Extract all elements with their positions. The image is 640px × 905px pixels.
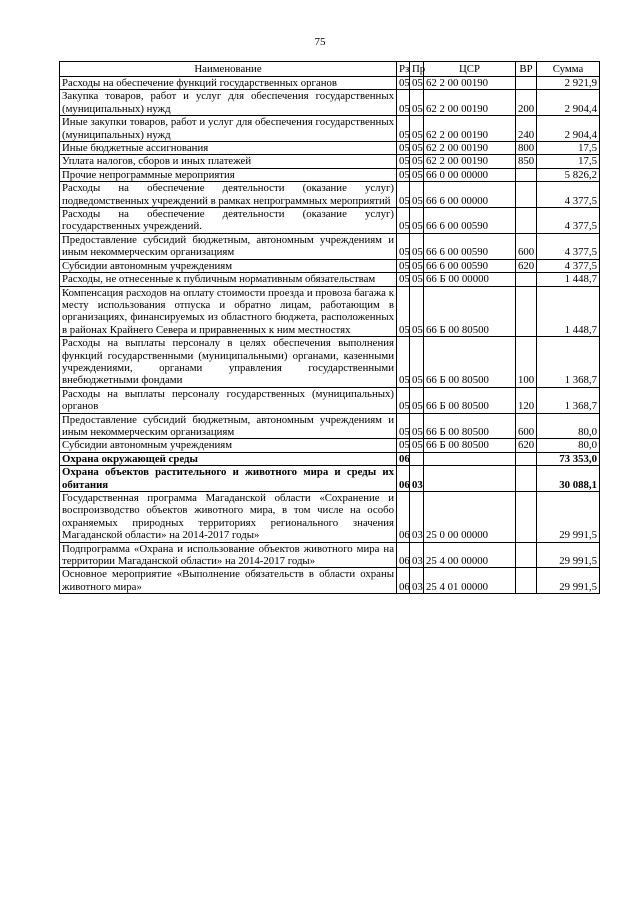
table-row <box>60 90 600 116</box>
cell-name: Предоставление субсидий бюджетным, автономным учреждениям и иным некоммерческим организациям <box>60 233 397 259</box>
cell-sum: 1 448,7 <box>537 286 600 337</box>
table-row <box>60 273 600 286</box>
cell-pr: 05 <box>410 439 424 452</box>
cell-vr <box>516 273 537 286</box>
header-name: Наименование <box>60 62 397 77</box>
cell-vr: 100 <box>516 337 537 388</box>
cell-pr: 05 <box>410 208 424 234</box>
cell-csr: 62 2 00 00190 <box>424 90 516 116</box>
cell-sum: 1 368,7 <box>537 337 600 388</box>
cell-name: Уплата налогов, сборов и иных платежей <box>60 155 397 168</box>
cell-sum: 29 991,5 <box>537 492 600 543</box>
cell-vr: 620 <box>516 439 537 452</box>
table-body <box>60 77 600 594</box>
cell-pr: 05 <box>410 90 424 116</box>
cell-csr: 66 6 00 00590 <box>424 208 516 234</box>
cell-rz: 05 <box>397 155 410 168</box>
table-row <box>60 568 600 594</box>
cell-sum: 29 991,5 <box>537 542 600 568</box>
cell-name: Расходы на обеспечение деятельности (оказание услуг) государственных учреждений. <box>60 208 397 234</box>
cell-rz: 05 <box>397 259 410 272</box>
cell-name: Субсидии автономным учреждениям <box>60 439 397 452</box>
cell-sum: 2 904,4 <box>537 90 600 116</box>
cell-vr <box>516 568 537 594</box>
cell-rz: 05 <box>397 387 410 413</box>
cell-pr: 03 <box>410 568 424 594</box>
cell-vr: 850 <box>516 155 537 168</box>
table-row <box>60 233 600 259</box>
cell-rz: 05 <box>397 168 410 181</box>
cell-name: Государственная программа Магаданской области «Сохранение и воспроизводство объектов животного мира, в том числе на особо охраняемых природных территориях регионального значения Магаданской области» на 2014-2017 годы» <box>60 492 397 543</box>
cell-csr: 66 6 00 00590 <box>424 259 516 272</box>
cell-rz: 06 <box>397 568 410 594</box>
cell-pr: 05 <box>410 286 424 337</box>
cell-name: Расходы на выплаты персоналу в целях обеспечения выполнения функций государственными (муниципальными) органами, казенными учреждениями, органами управления государственными внебюджетными фондами <box>60 337 397 388</box>
cell-pr: 05 <box>410 387 424 413</box>
cell-csr: 25 4 00 00000 <box>424 542 516 568</box>
cell-sum: 17,5 <box>537 155 600 168</box>
cell-vr <box>516 182 537 208</box>
cell-vr: 600 <box>516 233 537 259</box>
table-row <box>60 259 600 272</box>
table-row <box>60 337 600 388</box>
table-row <box>60 182 600 208</box>
cell-sum: 2 904,4 <box>537 116 600 142</box>
table-row <box>60 439 600 452</box>
cell-pr <box>410 452 424 465</box>
cell-rz: 05 <box>397 116 410 142</box>
cell-name: Иные закупки товаров, работ и услуг для обеспечения государственных (муниципальных) нужд <box>60 116 397 142</box>
cell-name: Подпрограмма «Охрана и использование объектов животного мира на территории Магаданской области» на 2014-2017 годы» <box>60 542 397 568</box>
cell-rz: 05 <box>397 413 410 439</box>
header-sum: Сумма <box>537 62 600 77</box>
table-row <box>60 286 600 337</box>
table-row <box>60 452 600 465</box>
table-row <box>60 168 600 181</box>
table-row <box>60 77 600 90</box>
table-row <box>60 466 600 492</box>
cell-csr: 62 2 00 00190 <box>424 116 516 142</box>
cell-rz: 06 <box>397 452 410 465</box>
cell-name: Расходы на обеспечение функций государственных органов <box>60 77 397 90</box>
cell-rz: 06 <box>397 492 410 543</box>
cell-csr: 66 Б 00 80500 <box>424 413 516 439</box>
cell-csr <box>424 452 516 465</box>
cell-name: Расходы на обеспечение деятельности (оказание услуг) подведомственных учреждений в рамках непрограммных мероприятий <box>60 182 397 208</box>
cell-vr <box>516 208 537 234</box>
cell-pr: 05 <box>410 168 424 181</box>
cell-vr: 200 <box>516 90 537 116</box>
table-row <box>60 413 600 439</box>
cell-pr: 03 <box>410 466 424 492</box>
cell-name: Основное мероприятие «Выполнение обязательств в области охраны животного мира» <box>60 568 397 594</box>
cell-vr <box>516 492 537 543</box>
cell-csr: 25 4 01 00000 <box>424 568 516 594</box>
cell-name: Охрана окружающей среды <box>60 452 397 465</box>
table-row <box>60 116 600 142</box>
cell-vr <box>516 286 537 337</box>
cell-name: Прочие непрограммные мероприятия <box>60 168 397 181</box>
cell-sum: 2 921,9 <box>537 77 600 90</box>
cell-name: Компенсация расходов на оплату стоимости проезда и провоза багажа к месту использования отпуска и обратно лицам, работающим в организациях, финансируемых из областного бюджета, расположенных в районах Крайнего Севера и приравненных к ним местностях <box>60 286 397 337</box>
cell-vr: 800 <box>516 142 537 155</box>
cell-sum: 80,0 <box>537 439 600 452</box>
cell-pr: 05 <box>410 337 424 388</box>
cell-vr: 600 <box>516 413 537 439</box>
cell-rz: 05 <box>397 142 410 155</box>
cell-vr: 120 <box>516 387 537 413</box>
cell-vr <box>516 77 537 90</box>
cell-name: Иные бюджетные ассигнования <box>60 142 397 155</box>
cell-name: Субсидии автономным учреждениям <box>60 259 397 272</box>
cell-sum: 30 088,1 <box>537 466 600 492</box>
cell-sum: 4 377,5 <box>537 182 600 208</box>
cell-sum: 1 448,7 <box>537 273 600 286</box>
cell-name: Предоставление субсидий бюджетным, автономным учреждениям и иным некоммерческим организациям <box>60 413 397 439</box>
cell-rz: 05 <box>397 273 410 286</box>
cell-csr: 25 0 00 00000 <box>424 492 516 543</box>
header-csr: ЦСР <box>424 62 516 77</box>
cell-csr: 66 6 00 00590 <box>424 233 516 259</box>
cell-csr: 66 Б 00 80500 <box>424 337 516 388</box>
table-row <box>60 387 600 413</box>
cell-pr: 03 <box>410 492 424 543</box>
cell-rz: 05 <box>397 90 410 116</box>
cell-sum: 29 991,5 <box>537 568 600 594</box>
cell-sum: 4 377,5 <box>537 259 600 272</box>
page-number: 75 <box>314 36 326 48</box>
header-row <box>60 62 600 77</box>
cell-rz: 05 <box>397 182 410 208</box>
cell-sum: 1 368,7 <box>537 387 600 413</box>
cell-rz: 05 <box>397 77 410 90</box>
cell-vr <box>516 168 537 181</box>
cell-pr: 05 <box>410 273 424 286</box>
cell-pr: 05 <box>410 259 424 272</box>
cell-pr: 05 <box>410 155 424 168</box>
cell-rz: 06 <box>397 542 410 568</box>
table-row <box>60 542 600 568</box>
cell-name: Расходы, не отнесенные к публичным нормативным обязательствам <box>60 273 397 286</box>
table-row <box>60 492 600 543</box>
cell-pr: 05 <box>410 77 424 90</box>
cell-sum: 73 353,0 <box>537 452 600 465</box>
cell-pr: 05 <box>410 413 424 439</box>
cell-pr: 03 <box>410 542 424 568</box>
budget-table <box>59 61 600 594</box>
cell-pr: 05 <box>410 233 424 259</box>
cell-vr: 620 <box>516 259 537 272</box>
table-row <box>60 155 600 168</box>
table-row <box>60 208 600 234</box>
cell-sum: 5 826,2 <box>537 168 600 181</box>
cell-rz: 06 <box>397 466 410 492</box>
cell-vr <box>516 542 537 568</box>
header-pr: Пр <box>410 62 424 77</box>
cell-sum: 4 377,5 <box>537 208 600 234</box>
cell-name: Охрана объектов растительного и животного мира и среды их обитания <box>60 466 397 492</box>
cell-csr: 66 Б 00 80500 <box>424 286 516 337</box>
table-row <box>60 142 600 155</box>
cell-name: Расходы на выплаты персоналу государственных (муниципальных) органов <box>60 387 397 413</box>
cell-rz: 05 <box>397 286 410 337</box>
cell-csr: 62 2 00 00190 <box>424 142 516 155</box>
cell-pr: 05 <box>410 182 424 208</box>
cell-sum: 80,0 <box>537 413 600 439</box>
cell-csr: 66 6 00 00000 <box>424 182 516 208</box>
cell-csr: 66 Б 00 80500 <box>424 439 516 452</box>
cell-pr: 05 <box>410 116 424 142</box>
cell-rz: 05 <box>397 233 410 259</box>
cell-rz: 05 <box>397 208 410 234</box>
cell-vr: 240 <box>516 116 537 142</box>
cell-pr: 05 <box>410 142 424 155</box>
cell-csr: 62 2 00 00190 <box>424 155 516 168</box>
cell-sum: 17,5 <box>537 142 600 155</box>
cell-vr <box>516 466 537 492</box>
cell-rz: 05 <box>397 337 410 388</box>
cell-csr: 66 Б 00 00000 <box>424 273 516 286</box>
cell-sum: 4 377,5 <box>537 233 600 259</box>
cell-csr: 66 0 00 00000 <box>424 168 516 181</box>
cell-name: Закупка товаров, работ и услуг для обеспечения государственных (муниципальных) нужд <box>60 90 397 116</box>
cell-csr: 66 Б 00 80500 <box>424 387 516 413</box>
cell-csr <box>424 466 516 492</box>
cell-rz: 05 <box>397 439 410 452</box>
header-rz: Рз <box>397 62 410 77</box>
header-vr: ВР <box>516 62 537 77</box>
cell-csr: 62 2 00 00190 <box>424 77 516 90</box>
cell-vr <box>516 452 537 465</box>
